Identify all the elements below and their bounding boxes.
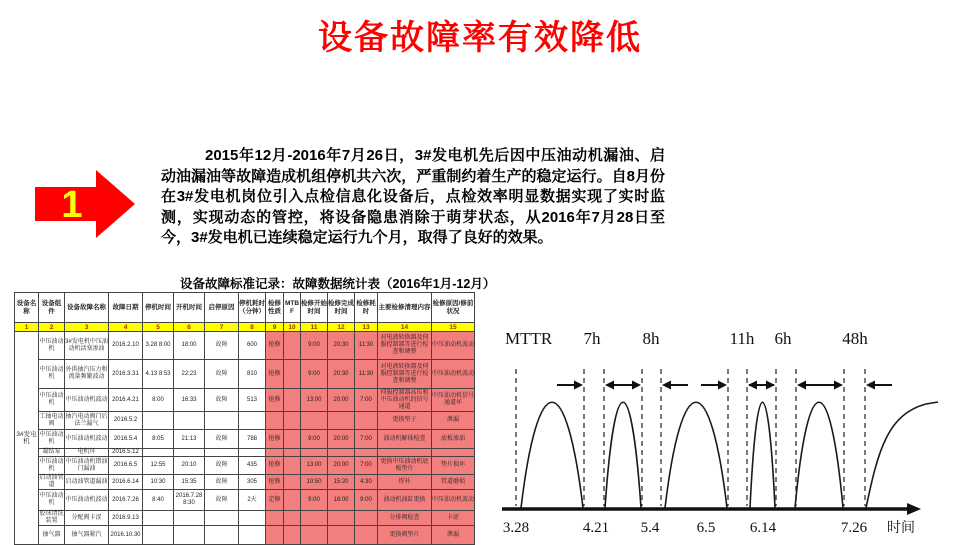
table-cell: [328, 449, 355, 457]
table-cell: 9:00: [301, 430, 328, 449]
table-cell: [239, 449, 266, 457]
table-cell: [284, 389, 301, 412]
column-number: 3: [65, 323, 109, 332]
table-cell: 凝结泵: [39, 449, 65, 457]
table-cell: 油动机油缸更换: [378, 490, 432, 511]
x-axis-label: 时间: [887, 521, 915, 536]
table-cell: 中压油动机: [39, 490, 65, 511]
table-title: 设备故障标准记录：故障数据统计表（2016年1月-12月）: [180, 277, 496, 291]
table-cell: [266, 449, 284, 457]
table-cell: 18:00: [328, 490, 355, 511]
table-header-row: [15, 293, 475, 323]
table-cell: 定修: [266, 490, 284, 511]
table-cell: 抽气器紧汽: [65, 526, 109, 545]
column-number: 11: [301, 323, 328, 332]
table-cell: [143, 526, 174, 545]
table-cell: [301, 526, 328, 545]
table-cell: 故障: [205, 332, 239, 360]
table-cell: 435: [239, 457, 266, 475]
table-cell: [174, 412, 205, 430]
table-cell: [284, 430, 301, 449]
table-cell: [284, 526, 301, 545]
table-cell: [301, 511, 328, 526]
table-cell: 9:00: [301, 490, 328, 511]
x-tick-label: 3.28: [502, 520, 530, 536]
table-cell: 3#发电机中压油动机活塞渗油: [65, 332, 109, 360]
table-cell: 20:00: [328, 430, 355, 449]
column-number: 7: [205, 323, 239, 332]
table-cell: 305: [239, 475, 266, 490]
equipment-name-cell: 3#发电机: [15, 332, 39, 545]
table-cell: [355, 526, 378, 545]
table-row: [15, 332, 475, 360]
table-cell: 对电液转换器及伺服控制器等进行检查和调整: [378, 360, 432, 389]
column-header: 检修原因/修前状况: [432, 293, 475, 323]
table-cell: [266, 412, 284, 430]
table-cell: 20:30: [328, 332, 355, 360]
table-cell: 焊补: [378, 475, 432, 490]
table-cell: [284, 457, 301, 475]
column-header: 检修耗时: [355, 293, 378, 323]
table-cell: 20:00: [328, 389, 355, 412]
table-cell: 故障: [205, 360, 239, 389]
table-cell: 9:00: [301, 360, 328, 389]
table-cell: 中压油动机波动: [65, 490, 109, 511]
table-cell: 伺服控制器高压和中压油动机的信号通道: [378, 389, 432, 412]
table-cell: 更换阀垫片: [378, 526, 432, 545]
table-cell: 油动机解体检查: [378, 430, 432, 449]
table-cell: [284, 412, 301, 430]
table-cell: 中压油动机: [39, 332, 65, 360]
table-cell: 卡涩: [432, 511, 475, 526]
table-cell: 513: [239, 389, 266, 412]
table-cell: 中压油动机: [39, 457, 65, 475]
table-cell: 中压油动机波动: [432, 332, 475, 360]
table-cell: [205, 511, 239, 526]
table-cell: 11:30: [355, 332, 378, 360]
table-cell: [328, 526, 355, 545]
column-header: 设备故障名称: [65, 293, 109, 323]
table-cell: 中压油动机: [39, 430, 65, 449]
table-cell: 2016.7.26: [109, 490, 143, 511]
table-cell: 7:00: [355, 389, 378, 412]
column-number: 2: [39, 323, 65, 332]
table-cell: [143, 412, 174, 430]
table-cell: [266, 526, 284, 545]
table-cell: 2016.6.14: [109, 475, 143, 490]
table-cell: 故障: [205, 475, 239, 490]
table-cell: 泄漏: [432, 412, 475, 430]
table-cell: 分排阀检查: [378, 511, 432, 526]
table-cell: 13:00: [301, 389, 328, 412]
table-cell: 抢修: [266, 430, 284, 449]
table-cell: 9:00: [301, 332, 328, 360]
table-cell: 故障: [205, 457, 239, 475]
table-cell: 8:00: [143, 389, 174, 412]
table-cell: 20:00: [328, 457, 355, 475]
table-cell: 更换垫子: [378, 412, 432, 430]
table-cell: 抢修: [266, 475, 284, 490]
table-cell: 16:33: [174, 389, 205, 412]
table-cell: 8:40: [143, 490, 174, 511]
table-cell: 中压油动机波动: [65, 430, 109, 449]
table-row: [15, 360, 475, 389]
table-cell: 15:20: [328, 475, 355, 490]
table-cell: 中压油动机: [39, 389, 65, 412]
x-tick-label: 7.26: [840, 520, 868, 536]
table-cell: [284, 490, 301, 511]
table-cell: 泄漏: [432, 526, 475, 545]
column-header: MTBF: [284, 293, 301, 323]
column-header: 故障日期: [109, 293, 143, 323]
column-header: 启停原因: [205, 293, 239, 323]
table-cell: 抢修: [266, 389, 284, 412]
column-header: 设备组件: [39, 293, 65, 323]
table-cell: 810: [239, 360, 266, 389]
table-cell: [328, 511, 355, 526]
table-cell: 7:00: [355, 430, 378, 449]
table-cell: 故障: [205, 389, 239, 412]
column-header: 检修开始时间: [301, 293, 328, 323]
column-header: 设备名称: [15, 293, 39, 323]
repair-duration-label: 11h: [729, 329, 755, 348]
table-cell: 中压油动机波动: [432, 490, 475, 511]
table-cell: 中压油动机错油门漏油: [65, 457, 109, 475]
table-cell: [239, 511, 266, 526]
step-number: 1: [61, 184, 83, 226]
table-cell: 2016.3.31: [109, 360, 143, 389]
column-number: 4: [109, 323, 143, 332]
column-header: 开机时间: [174, 293, 205, 323]
table-cell: [266, 511, 284, 526]
table-cell: 22:23: [174, 360, 205, 389]
table-cell: 2016.5.2: [109, 412, 143, 430]
table-cell: 抢修: [266, 332, 284, 360]
table-cell: [355, 449, 378, 457]
table-cell: 2016.7.28 8:30: [174, 490, 205, 511]
table-cell: 故障: [205, 430, 239, 449]
table-cell: 垫片损坏: [432, 457, 475, 475]
column-header: 检修完成时间: [328, 293, 355, 323]
table-cell: 对电液转换器及伺服控制器等进行检查和调整: [378, 332, 432, 360]
table-cell: 更换中压油动机底板垫片: [378, 457, 432, 475]
table-cell: 7:00: [355, 457, 378, 475]
mttr-chart: [486, 322, 956, 537]
table-cell: [143, 511, 174, 526]
table-cell: [284, 511, 301, 526]
column-header: 检修性质: [266, 293, 284, 323]
table-cell: 启动油管道: [39, 475, 64, 488]
x-tick-label: 5.4: [640, 520, 660, 536]
table-cell: 抽汽电动阀门后法兰漏气: [65, 412, 109, 430]
repair-duration-label: 48h: [842, 329, 868, 348]
table-cell: 21:13: [174, 430, 205, 449]
table-cell: 底板渗油: [432, 430, 475, 449]
table-cell: 2016.6.5: [109, 457, 143, 475]
table-cell: [205, 412, 239, 430]
table-cell: 抢修: [266, 360, 284, 389]
step-arrow: [35, 169, 137, 241]
body-paragraph: 2015年12月-2016年7月26日，3#发电机先后因中压油动机漏油、启动油漏油等故障造成机组停机共六次，严重制约着生产的稳定运行。自8月份在3#发电机岗位引入点检信息化设备后，点检效率明显数据实现了实时监测，实现动态的管控，将设备隐患消除于萌芽状态，从2016年7月28日至今，3#发电机已连续稳定运行九个月，取得了良好的效果。: [161, 147, 665, 246]
table-cell: 中压油动机波动: [432, 360, 475, 389]
table-cell: 20:30: [328, 360, 355, 389]
table-cell: [432, 449, 475, 457]
table-row: [15, 457, 475, 475]
table-row: [15, 412, 475, 430]
table-cell: 2天: [239, 490, 266, 511]
table-cell: 外供抽汽压力和流量频繁波动: [65, 360, 109, 389]
table-cell: [174, 526, 205, 545]
table-cell: [143, 449, 174, 457]
table-cell: [355, 511, 378, 526]
x-tick-label: 6.14: [749, 520, 777, 536]
table-cell: 抢修: [266, 457, 284, 475]
repair-duration-label: 7h: [583, 329, 601, 348]
table-cell: 10:30: [143, 475, 174, 490]
table-cell: 2016.4.21: [109, 389, 143, 412]
table-cell: 2016.9.13: [109, 511, 143, 526]
column-number: 15: [432, 323, 475, 332]
table-cell: [328, 412, 355, 430]
table-cell: [284, 360, 301, 389]
table-cell: 抽气器: [39, 526, 65, 545]
column-number: 8: [239, 323, 266, 332]
table-cell: [205, 449, 239, 457]
column-header: 主要检修清理内容: [378, 293, 432, 323]
column-number: 1: [15, 323, 39, 332]
table-cell: 2016.5.12: [109, 449, 143, 457]
mttr-label: MTTR: [505, 329, 553, 348]
table-cell: 管道磨损: [432, 475, 475, 490]
table-cell: 故障: [205, 490, 239, 511]
table-cell: 3.28 8:00: [143, 332, 174, 360]
table-cell: 2016.2.10: [109, 332, 143, 360]
table-cell: 600: [239, 332, 266, 360]
table-cell: 中压油动机信号通道坏: [432, 389, 475, 412]
table-cell: 启动油管道漏油: [65, 475, 109, 490]
mttr-curve-diagram: [486, 322, 956, 537]
table-cell: 中压油动机波动: [65, 389, 109, 412]
table-row: [15, 511, 475, 526]
column-number: 9: [266, 323, 284, 332]
table-cell: 13:00: [301, 457, 328, 475]
table-cell: [284, 475, 301, 490]
table-row: [15, 430, 475, 449]
table-cell: 15:35: [174, 475, 205, 490]
column-number: 13: [355, 323, 378, 332]
column-number: 12: [328, 323, 355, 332]
table-row: [15, 389, 475, 412]
table-cell: 胶球清洗装置: [39, 511, 64, 524]
table-cell: [284, 449, 301, 457]
table-row: [15, 490, 475, 511]
fault-table-section: [14, 292, 475, 538]
table-cell: 中压油动机: [39, 360, 65, 389]
table-cell: 工抽电动阀: [39, 412, 65, 430]
repair-duration-label: 6h: [774, 329, 792, 348]
column-number: 10: [284, 323, 301, 332]
table-cell: 电机坏: [65, 449, 109, 457]
column-number: 14: [378, 323, 432, 332]
column-header: 停机时间: [143, 293, 174, 323]
table-cell: [174, 449, 205, 457]
table-cell: 11:30: [355, 360, 378, 389]
table-cell: 20:10: [174, 457, 205, 475]
x-tick-label: 4.21: [582, 520, 610, 536]
table-cell: [239, 412, 266, 430]
table-cell: [205, 526, 239, 545]
table-cell: [355, 412, 378, 430]
table-cell: [301, 412, 328, 430]
fault-table: [14, 292, 475, 545]
table-row: [15, 526, 475, 545]
table-row: [15, 449, 475, 457]
table-cell: [239, 526, 266, 545]
column-header: 停机耗时（分钟）: [239, 293, 266, 323]
table-cell: 4:30: [355, 475, 378, 490]
table-cell: 18:00: [174, 332, 205, 360]
column-number: 5: [143, 323, 174, 332]
table-cell: 9:00: [355, 490, 378, 511]
table-row: [15, 475, 475, 490]
table-cell: 2016.10.30: [109, 526, 143, 545]
x-tick-label: 6.5: [696, 520, 716, 536]
table-cell: [284, 332, 301, 360]
table-cell: 8:05: [143, 430, 174, 449]
table-cell: 10:50: [301, 475, 328, 490]
page-title: 设备故障率有效降低: [318, 19, 642, 57]
table-cell: 4.13 8:53: [143, 360, 174, 389]
table-cell: [301, 449, 328, 457]
table-cell: [378, 449, 432, 457]
table-cell: 788: [239, 430, 266, 449]
column-number-row: [15, 323, 475, 332]
column-number: 6: [174, 323, 205, 332]
table-cell: 12:55: [143, 457, 174, 475]
table-cell: 分配阀卡涩: [65, 511, 109, 526]
repair-duration-label: 8h: [642, 329, 660, 348]
table-cell: [174, 511, 205, 526]
table-cell: 2016.5.4: [109, 430, 143, 449]
